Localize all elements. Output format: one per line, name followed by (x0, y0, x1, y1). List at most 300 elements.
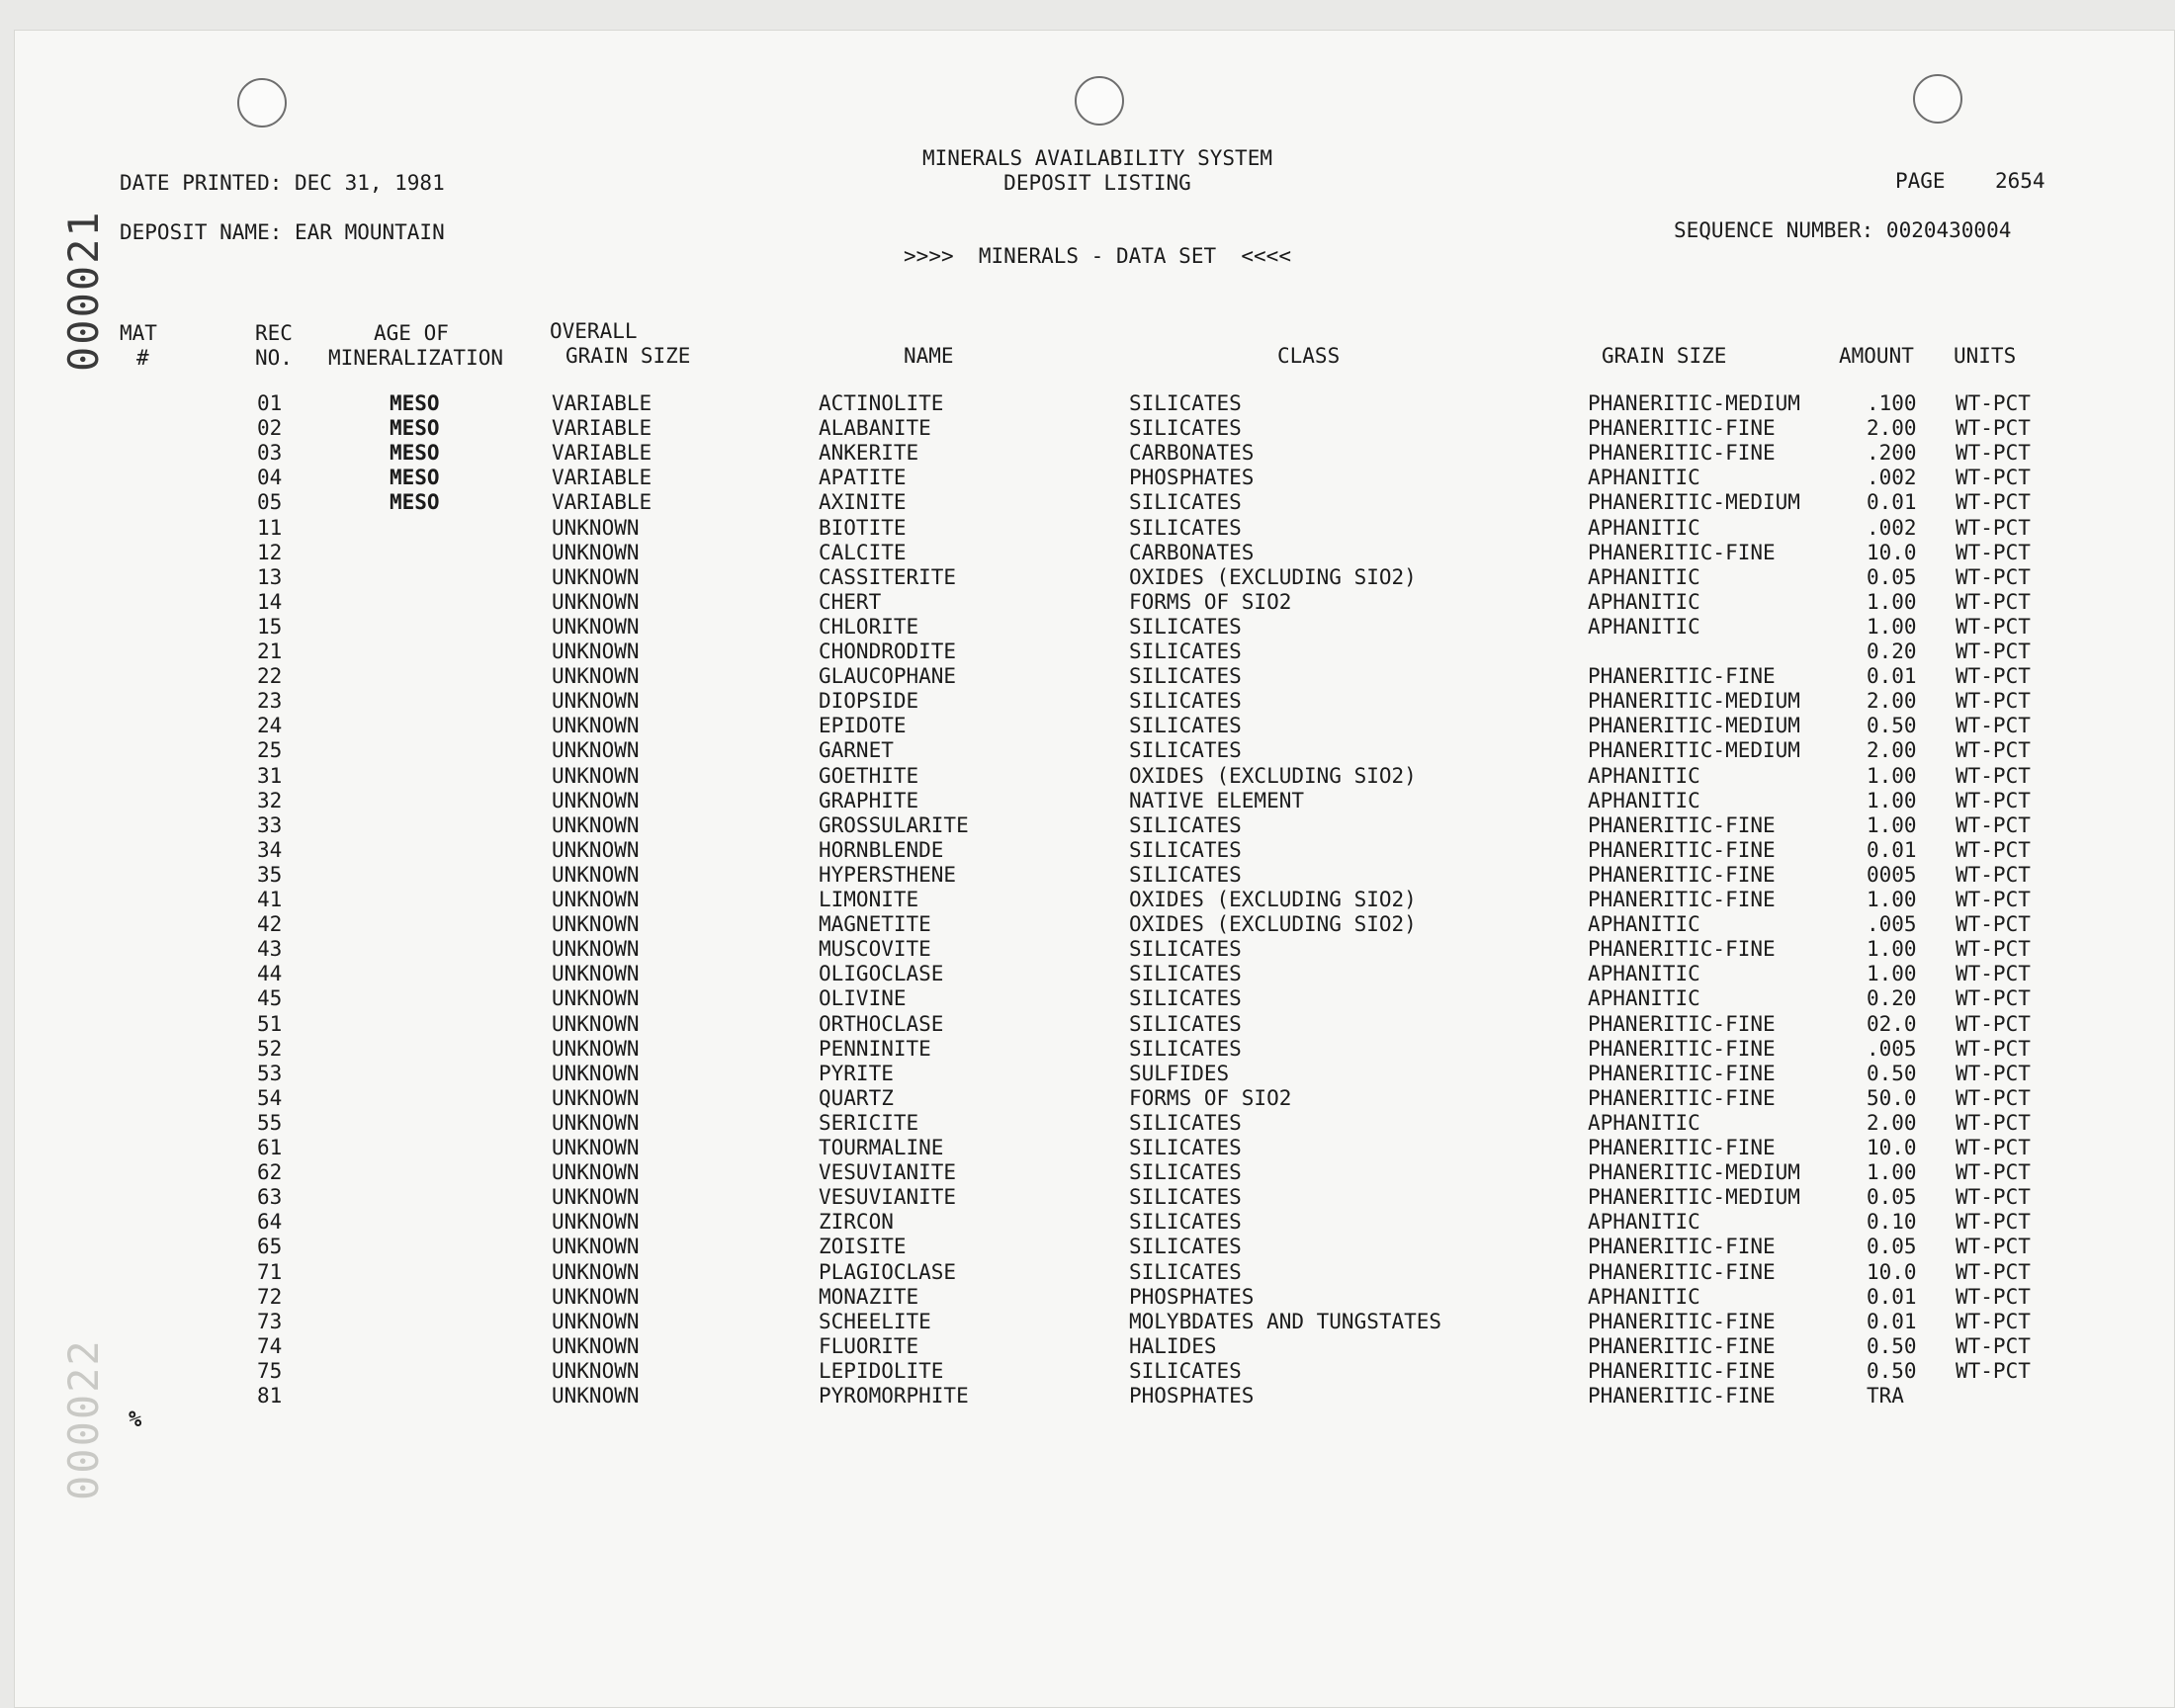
cell-amount: 10.0 (1867, 1136, 1917, 1159)
cell-rec-no: 45 (257, 986, 283, 1011)
cell-mineral-name: APATITE (819, 466, 907, 490)
cell-mineral-class: SILICATES (1129, 1259, 1242, 1284)
cell-rec-no: 01 (257, 391, 283, 415)
table-row (0, 615, 2175, 640)
cell-overall-grain-size: UNKNOWN (552, 763, 640, 788)
cell-amount: .200 (1867, 441, 1917, 466)
col-class: CLASS (1277, 344, 1341, 368)
cell-mineral-class: NATIVE ELEMENT (1129, 788, 1305, 812)
cell-rec-no: 65 (257, 1235, 283, 1259)
col-units: UNITS (1954, 344, 2017, 368)
cell-mineral-class: PHOSPHATES (1129, 1384, 1255, 1408)
table-row (0, 764, 2175, 789)
cell-mineral-name: CHERT (819, 589, 882, 614)
cell-mineral-class: SILICATES (1129, 1185, 1242, 1210)
table-row (0, 664, 2175, 689)
table-row (0, 1235, 2175, 1259)
cell-amount: 1.00 (1867, 763, 1917, 788)
cell-rec-no: 02 (257, 416, 283, 441)
cell-mineral-class: SILICATES (1129, 1011, 1242, 1036)
cell-grain-size: APHANITIC (1588, 763, 1700, 788)
cell-rec-no: 42 (257, 912, 283, 937)
cell-units: WT-PCT (1956, 1284, 2031, 1309)
cell-rec-no: 51 (257, 1011, 283, 1036)
cell-mineral-name: GARNET (819, 738, 894, 763)
col-age-line1: AGE OF (374, 321, 449, 345)
table-row (0, 714, 2175, 738)
cell-rec-no: 34 (257, 837, 283, 862)
listing-title: DEPOSIT LISTING (1003, 171, 1191, 195)
cell-mineral-class: OXIDES (EXCLUDING SIO2) (1129, 912, 1417, 937)
cell-overall-grain-size: UNKNOWN (552, 812, 640, 837)
table-row (0, 937, 2175, 962)
table-row (0, 1136, 2175, 1160)
cell-units: WT-PCT (1956, 1110, 2031, 1135)
cell-overall-grain-size: VARIABLE (552, 490, 652, 515)
cell-grain-size: PHANERITIC-FINE (1588, 812, 1776, 837)
cell-amount: 0.01 (1867, 1284, 1917, 1309)
cell-mineral-class: CARBONATES (1129, 441, 1255, 466)
cell-overall-grain-size: UNKNOWN (552, 689, 640, 714)
cell-rec-no: 25 (257, 738, 283, 763)
binder-hole-right (1913, 74, 1962, 124)
cell-mineral-name: HORNBLENDE (819, 837, 944, 862)
col-rec-line1: REC (255, 321, 293, 345)
cell-mineral-class: MOLYBDATES AND TUNGSTATES (1129, 1309, 1442, 1333)
table-row (0, 1037, 2175, 1062)
cell-mineral-name: GRAPHITE (819, 788, 919, 812)
cell-units: WT-PCT (1956, 1358, 2031, 1383)
table-row (0, 590, 2175, 615)
cell-amount: 1.00 (1867, 937, 1917, 962)
cell-grain-size: PHANERITIC-FINE (1588, 1235, 1776, 1259)
cell-overall-grain-size: UNKNOWN (552, 564, 640, 589)
cell-rec-no: 43 (257, 937, 283, 962)
cell-units: WT-PCT (1956, 1036, 2031, 1061)
cell-units: WT-PCT (1956, 614, 2031, 639)
table-row (0, 838, 2175, 863)
page-stamp-top: 000021 (59, 210, 108, 372)
cell-grain-size: PHANERITIC-FINE (1588, 888, 1776, 911)
cell-mineral-name: GROSSULARITE (819, 812, 969, 837)
cell-units: WT-PCT (1956, 564, 2031, 589)
cell-mineral-class: FORMS OF SIO2 (1129, 1085, 1292, 1110)
cell-mineral-name: LIMONITE (819, 888, 919, 911)
cell-age-of-mineralization: MESO (390, 441, 440, 466)
cell-amount: 1.00 (1867, 589, 1917, 614)
cell-grain-size: PHANERITIC-FINE (1588, 1061, 1776, 1085)
table-row (0, 888, 2175, 912)
cell-overall-grain-size: UNKNOWN (552, 540, 640, 564)
cell-mineral-name: FLUORITE (819, 1333, 919, 1358)
table-row (0, 1062, 2175, 1086)
cell-overall-grain-size: UNKNOWN (552, 888, 640, 911)
cell-mineral-name: HYPERSTHENE (819, 862, 957, 887)
cell-units: WT-PCT (1956, 912, 2031, 937)
cell-mineral-class: SILICATES (1129, 862, 1242, 887)
cell-grain-size: APHANITIC (1588, 986, 1700, 1011)
cell-overall-grain-size: UNKNOWN (552, 1235, 640, 1259)
cell-overall-grain-size: UNKNOWN (552, 1358, 640, 1383)
cell-mineral-class: SILICATES (1129, 640, 1242, 663)
cell-mineral-name: EPIDOTE (819, 714, 907, 738)
cell-rec-no: 61 (257, 1136, 283, 1159)
cell-grain-size: APHANITIC (1588, 564, 1700, 589)
cell-units: WT-PCT (1956, 1185, 2031, 1210)
cell-age-of-mineralization: MESO (390, 416, 440, 441)
cell-amount: 1.00 (1867, 812, 1917, 837)
cell-units: WT-PCT (1956, 812, 2031, 837)
cell-units: WT-PCT (1956, 1061, 2031, 1085)
col-mat-line1: MAT (120, 321, 157, 345)
cell-rec-no: 14 (257, 589, 283, 614)
cell-mineral-class: SILICATES (1129, 714, 1242, 738)
cell-overall-grain-size: UNKNOWN (552, 614, 640, 639)
cell-age-of-mineralization: MESO (390, 466, 440, 490)
cell-units: WT-PCT (1956, 490, 2031, 515)
cell-units: WT-PCT (1956, 1085, 2031, 1110)
cell-rec-no: 04 (257, 466, 283, 490)
cell-mineral-class: SILICATES (1129, 1110, 1242, 1135)
cell-grain-size: PHANERITIC-FINE (1588, 664, 1776, 689)
cell-overall-grain-size: VARIABLE (552, 391, 652, 415)
cell-amount: 0.05 (1867, 564, 1917, 589)
cell-grain-size: APHANITIC (1588, 788, 1700, 812)
cell-mineral-name: TOURMALINE (819, 1136, 944, 1159)
cell-units: WT-PCT (1956, 466, 2031, 490)
cell-amount: 0005 (1867, 862, 1917, 887)
cell-mineral-class: SILICATES (1129, 1235, 1242, 1259)
binder-hole-center (1075, 76, 1124, 126)
table-row (0, 1210, 2175, 1235)
cell-rec-no: 31 (257, 763, 283, 788)
dataset-title: >>>> MINERALS - DATA SET <<<< (904, 244, 1291, 268)
cell-grain-size: PHANERITIC-FINE (1588, 1309, 1776, 1333)
cell-amount: 1.00 (1867, 1160, 1917, 1185)
cell-rec-no: 32 (257, 788, 283, 812)
cell-mineral-name: OLIVINE (819, 986, 907, 1011)
page-stamp-bottom: 000022 (59, 1338, 108, 1500)
cell-grain-size: PHANERITIC-FINE (1588, 1011, 1776, 1036)
cell-units: WT-PCT (1956, 640, 2031, 663)
cell-mineral-name: PLAGIOCLASE (819, 1259, 957, 1284)
cell-mineral-class: PHOSPHATES (1129, 1284, 1255, 1309)
cell-units: WT-PCT (1956, 763, 2031, 788)
table-row (0, 1160, 2175, 1185)
cell-amount: 0.10 (1867, 1210, 1917, 1235)
cell-grain-size: APHANITIC (1588, 466, 1700, 490)
table-row (0, 640, 2175, 664)
cell-amount: 0.01 (1867, 1309, 1917, 1333)
cell-amount: 0.20 (1867, 640, 1917, 663)
cell-overall-grain-size: VARIABLE (552, 416, 652, 441)
cell-grain-size: PHANERITIC-MEDIUM (1588, 738, 1800, 763)
cell-mineral-class: SILICATES (1129, 812, 1242, 837)
cell-overall-grain-size: UNKNOWN (552, 515, 640, 540)
table-row (0, 1111, 2175, 1136)
table-row (0, 441, 2175, 466)
cell-grain-size: PHANERITIC-FINE (1588, 1085, 1776, 1110)
cell-overall-grain-size: UNKNOWN (552, 1259, 640, 1284)
cell-mineral-class: SILICATES (1129, 1160, 1242, 1185)
cell-grain-size: PHANERITIC-MEDIUM (1588, 490, 1800, 515)
cell-amount: .002 (1867, 466, 1917, 490)
cell-rec-no: 53 (257, 1061, 283, 1085)
cell-amount: 1.00 (1867, 788, 1917, 812)
cell-mineral-class: SILICATES (1129, 490, 1242, 515)
cell-overall-grain-size: UNKNOWN (552, 1061, 640, 1085)
cell-units: WT-PCT (1956, 441, 2031, 466)
cell-overall-grain-size: UNKNOWN (552, 1160, 640, 1185)
col-rec-line2: NO. (255, 346, 293, 370)
cell-grain-size: PHANERITIC-MEDIUM (1588, 1160, 1800, 1185)
cell-mineral-class: SILICATES (1129, 962, 1242, 986)
cell-mineral-name: AXINITE (819, 490, 907, 515)
cell-mineral-class: PHOSPHATES (1129, 466, 1255, 490)
cell-overall-grain-size: UNKNOWN (552, 862, 640, 887)
cell-mineral-name: PYROMORPHITE (819, 1384, 969, 1408)
table-row (0, 863, 2175, 888)
table-row (0, 1012, 2175, 1037)
cell-rec-no: 52 (257, 1036, 283, 1061)
cell-grain-size: PHANERITIC-FINE (1588, 441, 1776, 466)
cell-mineral-name: MUSCOVITE (819, 937, 931, 962)
cell-mineral-name: CASSITERITE (819, 564, 957, 589)
binder-hole-left (237, 78, 287, 128)
cell-rec-no: 35 (257, 862, 283, 887)
cell-units: WT-PCT (1956, 1160, 2031, 1185)
cell-mineral-name: PENNINITE (819, 1036, 931, 1061)
cell-units: WT-PCT (1956, 714, 2031, 738)
table-row (0, 416, 2175, 441)
cell-rec-no: 55 (257, 1110, 283, 1135)
cell-amount: 50.0 (1867, 1085, 1917, 1110)
cell-overall-grain-size: UNKNOWN (552, 1011, 640, 1036)
cell-mineral-class: SILICATES (1129, 1358, 1242, 1383)
cell-mineral-class: SILICATES (1129, 689, 1242, 714)
cell-mineral-name: MAGNETITE (819, 912, 931, 937)
cell-overall-grain-size: VARIABLE (552, 466, 652, 490)
cell-rec-no: 54 (257, 1085, 283, 1110)
cell-units: WT-PCT (1956, 515, 2031, 540)
cell-grain-size: APHANITIC (1588, 589, 1700, 614)
cell-rec-no: 44 (257, 962, 283, 986)
col-grain-size: GRAIN SIZE (1602, 344, 1727, 368)
cell-mineral-name: VESUVIANITE (819, 1185, 957, 1210)
cell-amount: 1.00 (1867, 962, 1917, 986)
sequence-number: SEQUENCE NUMBER: 0020430004 (1674, 218, 2012, 242)
table-row (0, 738, 2175, 763)
cell-mineral-class: SILICATES (1129, 515, 1242, 540)
cell-rec-no: 15 (257, 614, 283, 639)
cell-mineral-name: ORTHOCLASE (819, 1011, 944, 1036)
cell-rec-no: 33 (257, 812, 283, 837)
table-row (0, 1334, 2175, 1359)
cell-grain-size: PHANERITIC-FINE (1588, 1136, 1776, 1159)
cell-grain-size: PHANERITIC-FINE (1588, 837, 1776, 862)
table-row (0, 541, 2175, 565)
cell-rec-no: 63 (257, 1185, 283, 1210)
cell-grain-size: PHANERITIC-FINE (1588, 1036, 1776, 1061)
table-row (0, 391, 2175, 416)
page-label: PAGE (1895, 169, 1946, 193)
table-row (0, 1185, 2175, 1210)
cell-mineral-name: ACTINOLITE (819, 391, 944, 415)
cell-mineral-name: LEPIDOLITE (819, 1358, 944, 1383)
cell-mineral-class: SILICATES (1129, 391, 1242, 415)
cell-overall-grain-size: UNKNOWN (552, 962, 640, 986)
cell-units: WT-PCT (1956, 540, 2031, 564)
cell-mineral-class: SILICATES (1129, 1036, 1242, 1061)
cell-rec-no: 12 (257, 540, 283, 564)
cell-grain-size: PHANERITIC-FINE (1588, 416, 1776, 441)
cell-units: WT-PCT (1956, 1259, 2031, 1284)
cell-overall-grain-size: UNKNOWN (552, 1185, 640, 1210)
cell-overall-grain-size: UNKNOWN (552, 788, 640, 812)
cell-units: WT-PCT (1956, 888, 2031, 911)
col-amount: AMOUNT (1839, 344, 1914, 368)
cell-rec-no: 81 (257, 1384, 283, 1408)
cell-grain-size: PHANERITIC-FINE (1588, 1358, 1776, 1383)
cell-mineral-name: CALCITE (819, 540, 907, 564)
cell-amount: 2.00 (1867, 689, 1917, 714)
cell-mineral-class: SILICATES (1129, 837, 1242, 862)
cell-units: WT-PCT (1956, 738, 2031, 763)
cell-mineral-class: OXIDES (EXCLUDING SIO2) (1129, 564, 1417, 589)
cell-overall-grain-size: UNKNOWN (552, 937, 640, 962)
cell-rec-no: 72 (257, 1284, 283, 1309)
table-row (0, 689, 2175, 714)
cell-amount: .002 (1867, 515, 1917, 540)
cell-grain-size: APHANITIC (1588, 1210, 1700, 1235)
cell-mineral-name: SERICITE (819, 1110, 919, 1135)
cell-amount: 0.01 (1867, 664, 1917, 689)
cell-mineral-class: SILICATES (1129, 1210, 1242, 1235)
cell-grain-size: PHANERITIC-MEDIUM (1588, 391, 1800, 415)
cell-overall-grain-size: UNKNOWN (552, 1110, 640, 1135)
cell-overall-grain-size: VARIABLE (552, 441, 652, 466)
table-row (0, 1285, 2175, 1310)
cell-overall-grain-size: UNKNOWN (552, 664, 640, 689)
col-overall-line2: GRAIN SIZE (566, 344, 691, 368)
cell-amount: 10.0 (1867, 1259, 1917, 1284)
cell-rec-no: 22 (257, 664, 283, 689)
cell-grain-size: PHANERITIC-FINE (1588, 540, 1776, 564)
cell-units: WT-PCT (1956, 1136, 2031, 1159)
cell-overall-grain-size: UNKNOWN (552, 986, 640, 1011)
cell-amount: 0.50 (1867, 1061, 1917, 1085)
table-row (0, 1260, 2175, 1285)
table-row (0, 565, 2175, 590)
cell-overall-grain-size: UNKNOWN (552, 1036, 640, 1061)
cell-mineral-name: CHONDRODITE (819, 640, 957, 663)
cell-grain-size: PHANERITIC-FINE (1588, 937, 1776, 962)
page-number: 2654 (1995, 169, 2045, 193)
table-row (0, 789, 2175, 813)
cell-amount: 0.01 (1867, 837, 1917, 862)
cell-amount: 1.00 (1867, 888, 1917, 911)
cell-grain-size: APHANITIC (1588, 912, 1700, 937)
cell-amount: .005 (1867, 1036, 1917, 1061)
cell-overall-grain-size: UNKNOWN (552, 640, 640, 663)
cell-rec-no: 23 (257, 689, 283, 714)
col-age-line2: MINERALIZATION (328, 346, 504, 370)
table-row (0, 490, 2175, 515)
cell-grain-size: PHANERITIC-MEDIUM (1588, 714, 1800, 738)
cell-amount: 0.01 (1867, 490, 1917, 515)
cell-units: WT-PCT (1956, 862, 2031, 887)
cell-mineral-name: ZOISITE (819, 1235, 907, 1259)
cell-amount: .005 (1867, 912, 1917, 937)
cell-units: WT-PCT (1956, 962, 2031, 986)
cell-mineral-name: CHLORITE (819, 614, 919, 639)
cell-rec-no: 41 (257, 888, 283, 911)
cell-units: WT-PCT (1956, 986, 2031, 1011)
cell-mineral-class: OXIDES (EXCLUDING SIO2) (1129, 888, 1417, 911)
cell-mineral-name: DIOPSIDE (819, 689, 919, 714)
cell-amount: 2.00 (1867, 416, 1917, 441)
cell-rec-no: 64 (257, 1210, 283, 1235)
col-overall-line1: OVERALL (550, 319, 638, 343)
cell-amount: 0.50 (1867, 1358, 1917, 1383)
table-row (0, 466, 2175, 490)
cell-mineral-name: BIOTITE (819, 515, 907, 540)
system-title: MINERALS AVAILABILITY SYSTEM (921, 146, 1272, 170)
cell-overall-grain-size: UNKNOWN (552, 1384, 640, 1408)
cell-mineral-class: SULFIDES (1129, 1061, 1230, 1085)
cell-grain-size: APHANITIC (1588, 1284, 1700, 1309)
cell-mineral-class: SILICATES (1129, 664, 1242, 689)
cell-overall-grain-size: UNKNOWN (552, 1284, 640, 1309)
col-mat-line2: # (136, 346, 149, 370)
cell-mineral-name: MONAZITE (819, 1284, 919, 1309)
cell-overall-grain-size: UNKNOWN (552, 738, 640, 763)
cell-overall-grain-size: UNKNOWN (552, 1136, 640, 1159)
cell-grain-size: PHANERITIC-MEDIUM (1588, 1185, 1800, 1210)
cell-mineral-name: OLIGOCLASE (819, 962, 944, 986)
cell-amount: 0.05 (1867, 1185, 1917, 1210)
cell-rec-no: 73 (257, 1309, 283, 1333)
cell-mineral-name: SCHEELITE (819, 1309, 931, 1333)
table-row (0, 1359, 2175, 1384)
cell-mineral-class: SILICATES (1129, 1136, 1242, 1159)
cell-grain-size: PHANERITIC-FINE (1588, 1333, 1776, 1358)
cell-units: WT-PCT (1956, 589, 2031, 614)
cell-rec-no: 05 (257, 490, 283, 515)
cell-mineral-name: ALABANITE (819, 416, 931, 441)
deposit-name: DEPOSIT NAME: EAR MOUNTAIN (120, 220, 445, 244)
cell-grain-size: APHANITIC (1588, 1110, 1700, 1135)
cell-mineral-class: SILICATES (1129, 738, 1242, 763)
cell-mineral-name: PYRITE (819, 1061, 894, 1085)
cell-overall-grain-size: UNKNOWN (552, 589, 640, 614)
cell-mineral-class: FORMS OF SIO2 (1129, 589, 1292, 614)
date-printed: DATE PRINTED: DEC 31, 1981 (120, 171, 445, 195)
cell-mineral-name: GLAUCOPHANE (819, 664, 957, 689)
cell-mineral-class: OXIDES (EXCLUDING SIO2) (1129, 763, 1417, 788)
cell-mineral-class: SILICATES (1129, 986, 1242, 1011)
col-name: NAME (904, 344, 954, 368)
cell-units: WT-PCT (1956, 837, 2031, 862)
cell-amount: 0.50 (1867, 1333, 1917, 1358)
cell-amount: 2.00 (1867, 1110, 1917, 1135)
cell-units: WT-PCT (1956, 1011, 2031, 1036)
table-row (0, 986, 2175, 1011)
cell-mineral-class: SILICATES (1129, 614, 1242, 639)
cell-rec-no: 13 (257, 564, 283, 589)
table-row (0, 962, 2175, 986)
table-row (0, 516, 2175, 541)
